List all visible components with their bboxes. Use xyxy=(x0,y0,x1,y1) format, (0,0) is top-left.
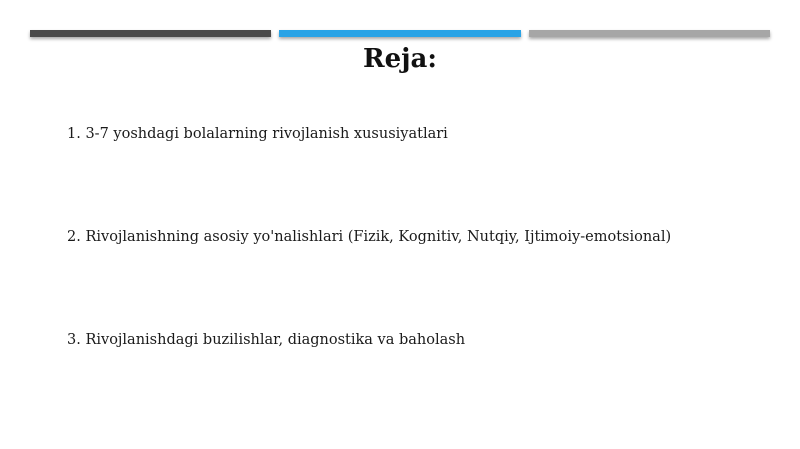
decorative-bar-blue xyxy=(279,30,521,37)
decorative-bar-dark xyxy=(30,30,271,37)
plan-item-3: 3. Rivojlanishdagi buzilishlar, diagnostika va baholash xyxy=(67,332,466,348)
plan-item-2: 2. Rivojlanishning asosiy yo'nalishlari (Fizik, Kognitiv, Nutqiy, Ijtimoiy-emotsional) xyxy=(67,229,672,245)
plan-item-1: 1. 3-7 yoshdagi bolalarning rivojlanish xususiyatlari xyxy=(67,126,448,142)
slide-title: Reja: xyxy=(362,44,437,74)
decorative-bar-gray xyxy=(529,30,770,37)
